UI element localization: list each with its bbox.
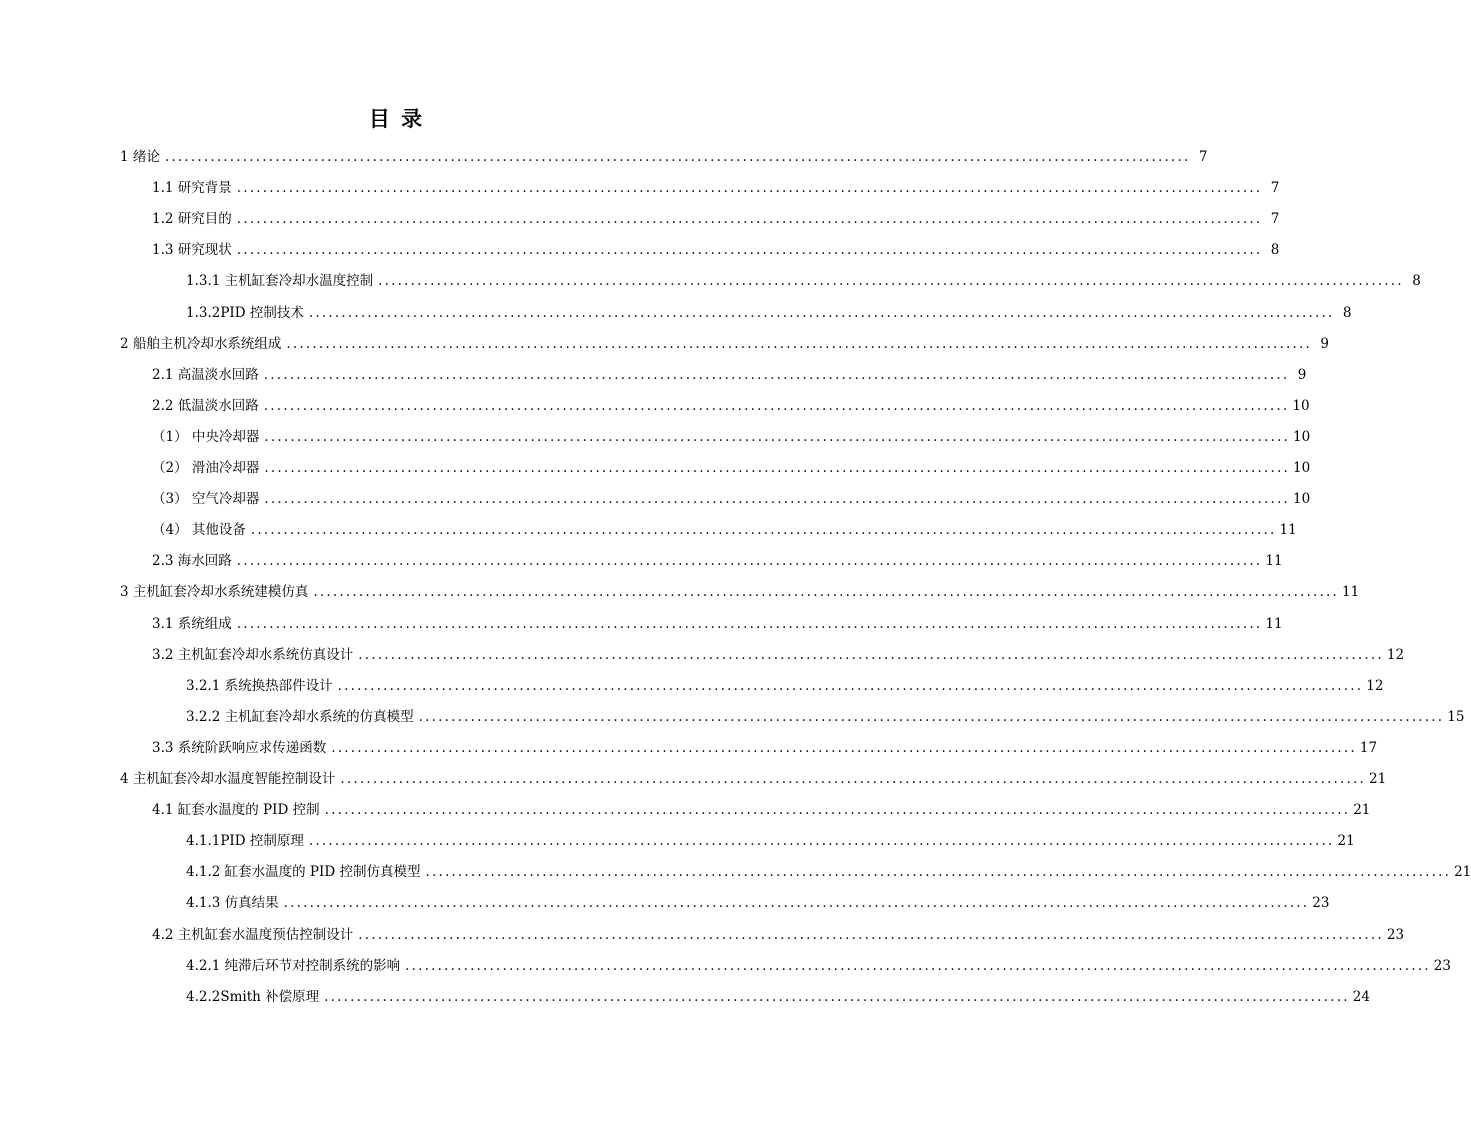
toc-entry-leader: .............................................................................................................................................................. [236, 211, 1263, 228]
toc-entry-page: 7 [1270, 211, 1280, 228]
toc-entry-label: 2.1 高温淡水回路 [152, 366, 259, 383]
toc-entry-label: 4.2.2Smith 补偿原理 [186, 988, 320, 1005]
toc-entry-label: 1.2 研究目的 [152, 211, 232, 228]
toc-entry-label: （4） 其他设备 [152, 522, 246, 539]
toc-entry-page: 23 [1312, 895, 1330, 912]
toc-entry-label: 3.2 主机缸套冷却水系统仿真设计 [152, 646, 354, 663]
toc-entry[interactable] [186, 953, 1451, 975]
toc-entry[interactable] [186, 268, 1421, 290]
toc-entry-label: 4.1.2 缸套水温度的 PID 控制仿真模型 [186, 864, 421, 881]
toc-entry-leader: .............................................................................................................................................................. [378, 273, 1404, 290]
toc-entry-leader: .............................................................................................................................................................. [286, 335, 1313, 352]
toc-entry-leader: .............................................................................................................................................................. [236, 615, 1263, 632]
toc-entry-leader: .............................................................................................................................................................. [331, 739, 1357, 756]
toc-entry-leader: .............................................................................................................................................................. [263, 397, 1290, 414]
toc-entry[interactable] [152, 424, 1311, 446]
toc-entry-label: 1.1 研究背景 [152, 180, 232, 197]
toc-entry-label: （2） 滑油冷却器 [152, 460, 260, 476]
toc-entry[interactable] [152, 548, 1283, 570]
toc-entry-page: 8 [1342, 304, 1352, 321]
toc-entry-page: 23 [1386, 926, 1405, 943]
toc-entry-page: 7 [1270, 180, 1280, 197]
toc-entry[interactable] [152, 486, 1311, 508]
toc-entry-label: 3.3 系统阶跃响应求传递函数 [152, 739, 327, 756]
toc-entry-leader: .............................................................................................................................................................. [358, 646, 1384, 663]
toc-entry-label: 1.3.1 主机缸套冷却水温度控制 [186, 273, 374, 290]
toc-entry-leader: .............................................................................................................................................................. [340, 771, 1367, 787]
toc-entry[interactable] [152, 517, 1297, 539]
toc-entry-label: 2 船舶主机冷却水系统组成 [120, 335, 282, 352]
toc-entry-page: 10 [1292, 397, 1310, 414]
toc-entry-label: 1 绪论 [120, 149, 160, 165]
toc-entry-leader: .............................................................................................................................................................. [418, 708, 1445, 725]
toc-entry-page: 8 [1412, 273, 1421, 290]
toc-entry[interactable] [152, 175, 1280, 197]
toc-entry-leader: .............................................................................................................................................................. [236, 180, 1263, 197]
toc-entry-page: 11 [1279, 522, 1297, 539]
toc-entry-label: （3） 空气冷却器 [152, 491, 260, 508]
toc-entry-leader: .............................................................................................................................................................. [308, 833, 1335, 850]
toc-entry-page: 10 [1293, 460, 1311, 476]
toc-entry-label: 1.3 研究现状 [152, 242, 232, 259]
toc-entry-label: 1.3.2PID 控制技术 [186, 304, 304, 321]
toc-entry-page: 21 [1337, 833, 1355, 850]
toc-entry-label: 3 主机缸套冷却水系统建模仿真 [120, 584, 309, 601]
toc-entry[interactable] [152, 922, 1405, 944]
toc-entry-leader: .............................................................................................................................................................. [324, 988, 1350, 1005]
toc-entry-label: 4.1.1PID 控制原理 [186, 833, 304, 850]
toc-entry-page: 17 [1359, 739, 1378, 756]
toc-entry-leader: .............................................................................................................................................................. [337, 677, 1364, 694]
toc-entry-label: 2.3 海水回路 [152, 553, 232, 570]
toc-entry-leader: .............................................................................................................................................................. [358, 926, 1384, 943]
toc-entry-leader: .............................................................................................................................................................. [264, 428, 1291, 445]
toc-entry[interactable] [186, 704, 1465, 726]
toc-entry-leader: .............................................................................................................................................................. [308, 304, 1335, 321]
toc-entry-leader: .............................................................................................................................................................. [425, 864, 1452, 881]
toc-entry[interactable] [120, 331, 1330, 353]
toc-entry-leader: .............................................................................................................................................................. [283, 895, 1310, 912]
toc-entry-leader: .............................................................................................................................................................. [236, 242, 1263, 259]
toc-entry[interactable] [152, 455, 1311, 477]
toc-entry[interactable] [186, 828, 1355, 850]
toc-entry-page: 9 [1320, 335, 1330, 352]
toc-entry-page: 21 [1369, 771, 1387, 787]
toc-entry-leader: .............................................................................................................................................................. [405, 957, 1431, 974]
toc-entry-label: 4.2 主机缸套水温度预估控制设计 [152, 926, 354, 943]
toc-entry[interactable] [152, 362, 1307, 384]
toc-entry[interactable] [152, 206, 1280, 228]
toc-entry-label: 3.1 系统组成 [152, 615, 232, 632]
toc-entry[interactable] [120, 766, 1387, 788]
toc-entry-page: 10 [1293, 428, 1311, 445]
toc-entry[interactable] [120, 579, 1360, 601]
toc-entry-leader: .............................................................................................................................................................. [263, 366, 1290, 383]
toc-entry-page: 21 [1454, 864, 1471, 881]
toc-entry-page: 10 [1293, 491, 1311, 508]
toc-entry[interactable] [186, 673, 1384, 695]
toc-entry-leader: .............................................................................................................................................................. [250, 522, 1277, 539]
page-title: 目 录 [368, 106, 425, 131]
toc-entry-label: 4.1.3 仿真结果 [186, 895, 279, 912]
toc-entry[interactable] [152, 393, 1310, 415]
toc-entry-leader: .............................................................................................................................................................. [264, 460, 1291, 476]
toc-entry-page: 12 [1366, 677, 1384, 694]
toc-entry-label: 4 主机缸套冷却水温度智能控制设计 [120, 771, 336, 787]
toc-entry-leader: .............................................................................................................................................................. [324, 802, 1351, 819]
toc-entry-page: 11 [1265, 615, 1283, 632]
toc-entry-page: 7 [1198, 149, 1208, 165]
toc-entry-page: 24 [1352, 988, 1370, 1005]
toc-entry-page: 8 [1270, 242, 1280, 259]
toc-entry-leader: .............................................................................................................................................................. [236, 553, 1263, 570]
toc-entry-page: 11 [1265, 553, 1283, 570]
toc-entry-leader: .............................................................................................................................................................. [164, 149, 1191, 165]
toc-entry-label: 2.2 低温淡水回路 [152, 397, 259, 414]
toc-entry-page: 15 [1447, 708, 1465, 725]
toc-entry[interactable] [186, 984, 1370, 1006]
toc-entry[interactable] [120, 144, 1208, 166]
toc-entry[interactable] [186, 890, 1330, 912]
toc-entry-page: 12 [1386, 646, 1405, 663]
toc-entry-label: 3.2.1 系统换热部件设计 [186, 677, 333, 694]
toc-entry-leader: .............................................................................................................................................................. [264, 491, 1291, 508]
toc-entry-page: 9 [1297, 366, 1307, 383]
toc-entry-page: 23 [1433, 957, 1451, 974]
toc-entry-page: 21 [1353, 802, 1371, 819]
toc-entry-label: （1） 中央冷却器 [152, 428, 260, 445]
toc-entry-page: 11 [1342, 584, 1360, 601]
toc-entry[interactable] [152, 735, 1378, 757]
toc-entry-label: 4.2.1 纯滞后环节对控制系统的影响 [186, 957, 401, 974]
toc-entry-label: 3.2.2 主机缸套冷却水系统的仿真模型 [186, 708, 414, 725]
toc-entry[interactable] [186, 300, 1352, 322]
toc-entry-leader: .............................................................................................................................................................. [313, 584, 1340, 601]
toc-entry[interactable] [152, 797, 1371, 819]
toc-entry[interactable] [152, 611, 1283, 633]
toc-entry[interactable] [186, 859, 1471, 881]
toc-entry[interactable] [152, 237, 1280, 259]
toc-entry[interactable] [152, 642, 1405, 664]
toc-entry-label: 4.1 缸套水温度的 PID 控制 [152, 802, 320, 819]
